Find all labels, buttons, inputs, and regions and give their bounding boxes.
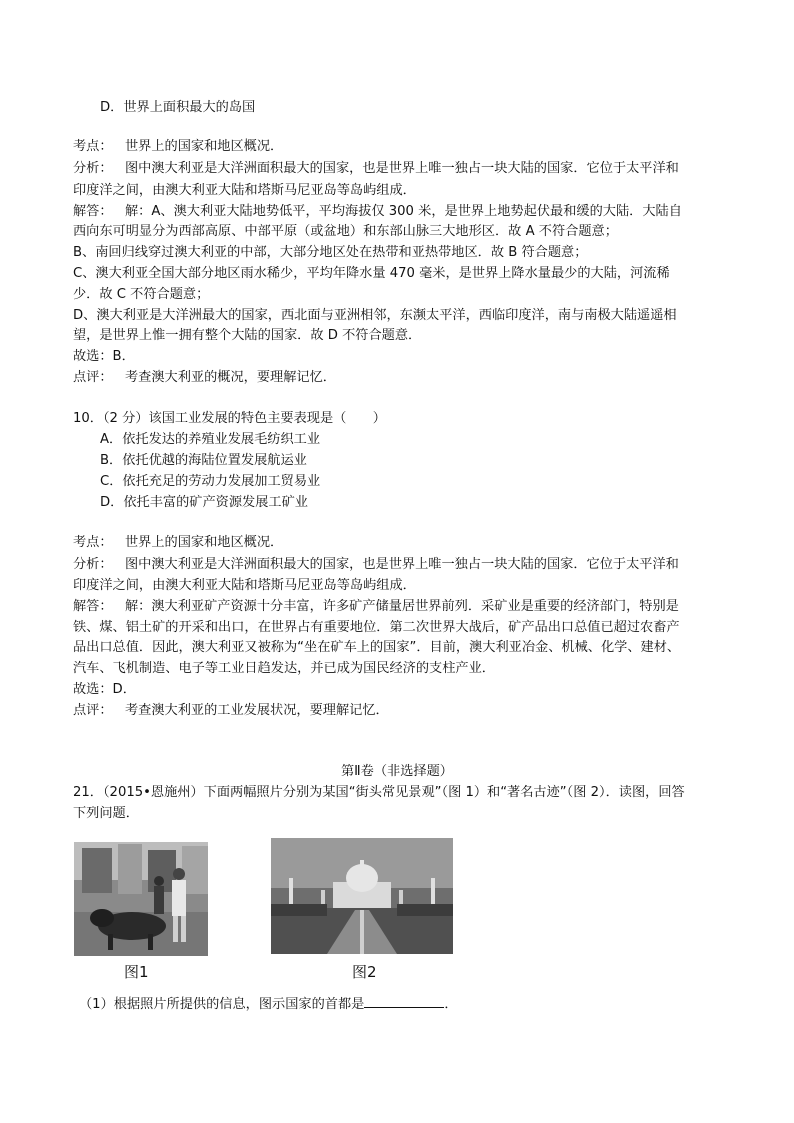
- q10-option-c: C．依托充足的劳动力发展加工贸易业: [100, 474, 321, 489]
- section-title: 第Ⅱ卷（非选择题）: [341, 764, 453, 779]
- q21-stem-cont: 下列问题．: [73, 806, 139, 821]
- kaodian-label: 考点：: [73, 139, 113, 154]
- jieda-text: 解：澳大利亚矿产资源十分丰富，许多矿产储量居世界前列．采矿业是重要的经济部门，特别是: [125, 599, 679, 614]
- q10-stem: 10．（2 分）该国工业发展的特色主要表现是（ ）: [73, 411, 386, 426]
- figure-1-caption: 图1: [124, 963, 149, 981]
- q10-option-d: D．依托丰富的矿产资源发展工矿业: [100, 495, 308, 510]
- dianping-label: 点评：: [73, 703, 113, 718]
- figure-1-image: [74, 842, 208, 956]
- dianping-label: 点评：: [73, 370, 113, 385]
- figure-2-caption: 图2: [352, 963, 377, 981]
- kaodian-text: 世界上的国家和地区概况．: [125, 535, 284, 550]
- jieda-label: 解答：: [73, 204, 113, 219]
- q10-jieda-line: 品出口总值．因此，澳大利亚又被称为“坐在矿车上的国家”．目前，澳大利亚冶金、机械、化学、建材、: [73, 640, 681, 655]
- q9-jieda-line: B、南回归线穿过澳大利亚的中部，大部分地区处在热带和亚热带地区．故 B 符合题意；: [73, 245, 588, 260]
- q10-option-b: B．依托优越的海陆位置发展航运业: [100, 453, 307, 468]
- fenxi-label: 分析：: [73, 161, 113, 176]
- q9-kaodian: [73, 137, 283, 157]
- figure-2-image: [271, 838, 453, 954]
- figure-2-photo: [271, 838, 453, 954]
- jieda-label: 解答：: [73, 599, 113, 614]
- q10-jieda-line: 汽车、飞机制造、电子等工业日趋发达，并已成为国民经济的支柱产业．: [73, 661, 495, 676]
- dianping-text: 考查澳大利亚的工业发展状况，要理解记忆．: [125, 703, 389, 718]
- q9-jieda-line: 少．故 C 不符合题意；: [73, 287, 210, 302]
- q9-fenxi: [73, 159, 679, 179]
- q10-kaodian: [73, 533, 283, 553]
- q9-jieda-line: D、澳大利亚是大洋洲最大的国家，西北面与亚洲相邻，东濒太平洋，西临印度洋，南与南极大陆遥遥相: [73, 308, 677, 323]
- kaodian-text: 世界上的国家和地区概况．: [125, 139, 284, 154]
- jieda-text: 解：A、澳大利亚大陆地势低平，平均海拔仅 300 米，是世界上地势起伏最和缓的大陆．大陆自: [125, 204, 682, 219]
- q10-fenxi: [73, 555, 679, 575]
- q21-sub1-text: （1）根据照片所提供的信息，图示国家的首都是: [79, 997, 365, 1012]
- q9-jieda: [73, 202, 682, 222]
- answer-blank[interactable]: [364, 994, 444, 1008]
- fenxi-text: 图中澳大利亚是大洋洲面积最大的国家，也是世界上唯一独占一块大陆的国家．它位于太平洋和: [125, 557, 679, 572]
- q9-jieda-line: C、澳大利亚全国大部分地区雨水稀少，平均年降水量 470 毫米，是世界上降水量最少的大陆，河流稀: [73, 266, 670, 281]
- figure-1-photo: [74, 842, 208, 956]
- q10-fenxi-cont: 印度洋之间，由澳大利亚大陆和塔斯马尼亚岛等岛屿组成．: [73, 578, 416, 593]
- q9-jieda-line: 西向东可明显分为西部高原、中部平原（或盆地）和东部山脉三大地形区．故 A 不符合题意；: [73, 224, 618, 239]
- q10-jieda: [73, 597, 679, 617]
- q9-dianping: [73, 368, 336, 388]
- fenxi-label: 分析：: [73, 557, 113, 572]
- q10-jieda-line: 铁、煤、铝土矿的开采和出口，在世界占有重要地位．第二次世界大战后，矿产品出口总值已超过农畜产: [73, 620, 680, 635]
- q10-option-a: A．依托发达的养殖业发展毛纺织工业: [100, 432, 321, 447]
- q9-option-d: D．世界上面积最大的岛国: [100, 100, 256, 115]
- q9-fenxi-cont: 印度洋之间，由澳大利亚大陆和塔斯马尼亚岛等岛屿组成．: [73, 183, 416, 198]
- q21-sub1: [79, 994, 458, 1015]
- fenxi-text: 图中澳大利亚是大洋洲面积最大的国家，也是世界上唯一独占一块大陆的国家．它位于太平洋和: [125, 161, 679, 176]
- q21-stem: 21．（2015•恩施州）下面两幅照片分别为某国“街头常见景观”（图 1）和“著名古迹”（图 2）．读图，回答: [73, 785, 685, 800]
- q21-sub1-end: ．: [444, 997, 458, 1012]
- q10-dianping: [73, 701, 389, 721]
- q9-jieda-line: 望，是世界上惟一拥有整个大陆的国家．故 D 不符合题意．: [73, 328, 422, 343]
- kaodian-label: 考点：: [73, 535, 113, 550]
- q9-answer: 故选：B．: [73, 349, 135, 364]
- dianping-text: 考查澳大利亚的概况，要理解记忆．: [125, 370, 336, 385]
- q10-answer: 故选：D．: [73, 682, 136, 697]
